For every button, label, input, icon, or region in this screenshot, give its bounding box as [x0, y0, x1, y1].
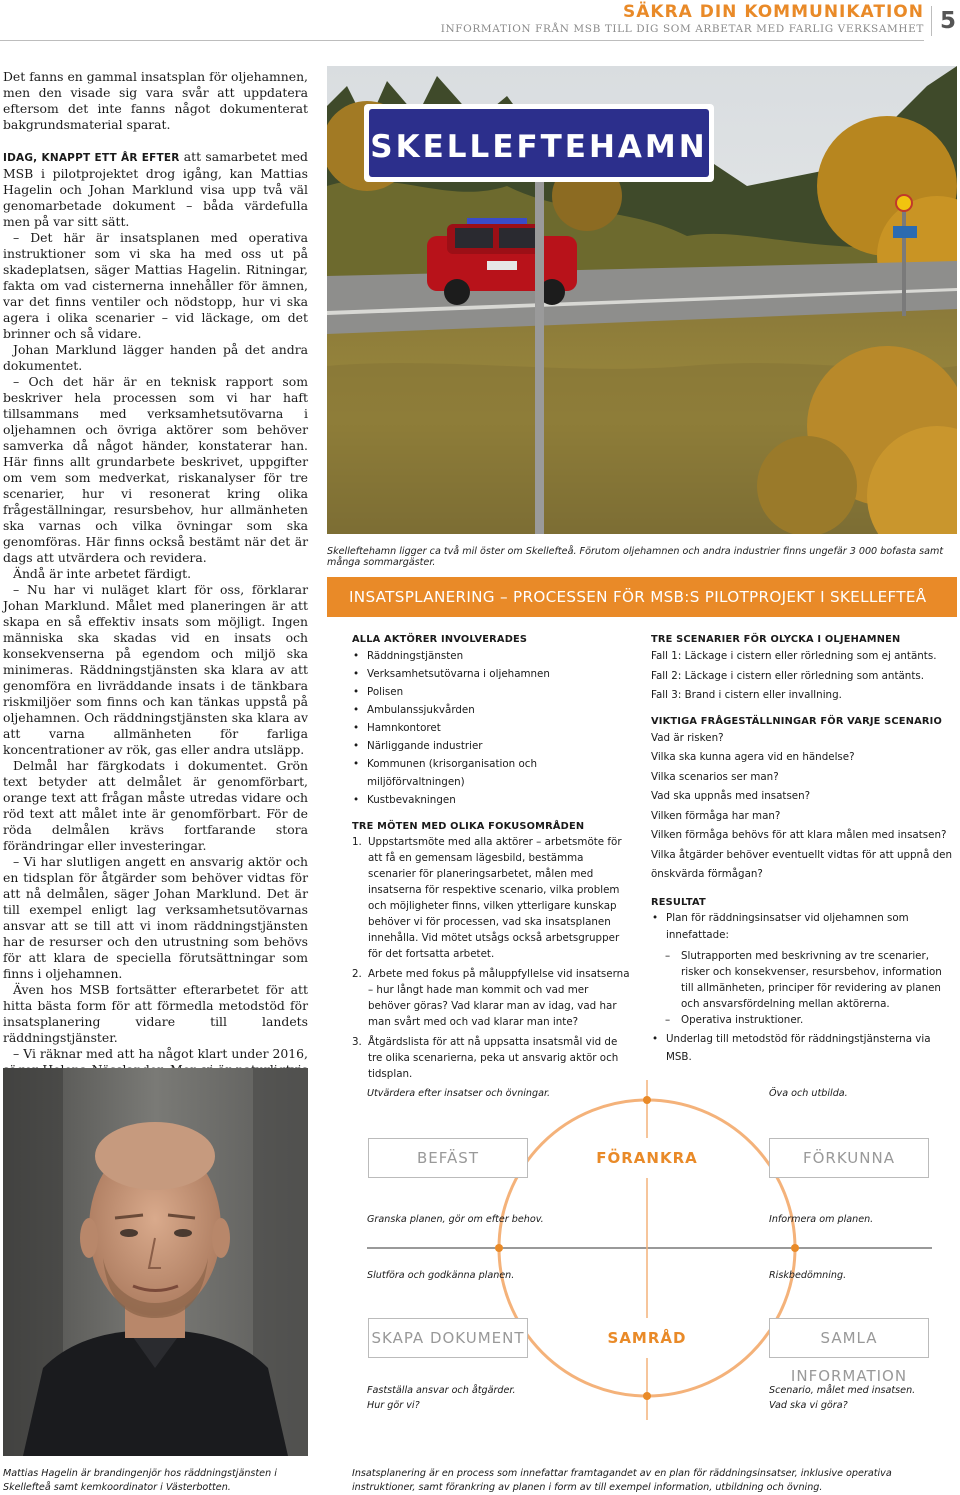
list-item: Vad ska uppnås med insatsen? — [651, 790, 811, 802]
list-item: 1. Uppstartsmöte med alla aktörer – arbetsmöte för att få en gemensam lägesbild, bestämma scenarier för planeringsarbetet, målen med insatserna för respektive scenario, vilka problem och möjligheter finns, vilken ytterligare kunskap behöver vi för processen, vad ska insatsplanen innehålla. Vid mötet utsågs också arbetsgrupper för det fortsatta arbetet. — [352, 834, 632, 962]
scenarios-list — [651, 647, 956, 706]
section-heading: ALLA AKTÖRER INVOLVERADES — [352, 634, 528, 645]
diagram-label: Riskbedömning. — [769, 1270, 847, 1281]
portrait-illustration — [3, 1068, 308, 1456]
factbox-title: INSATSPLANERING – PROCESSEN FÖR MSB:S PILOTPROJEKT I SKELLEFTEÅ — [327, 577, 957, 617]
sign-photo-illustration — [327, 66, 957, 534]
diagram-caption: Insatsplanering är en process som innefattar framtagandet av en plan för räddningsinsatser, inklusive operativa instruktioner, samt förankring av planen i form av till exempel information, utbildning och övning. — [352, 1468, 892, 1493]
diagram-label: Granska planen, gör om efter behov. — [367, 1214, 544, 1225]
running-header-title: SÄKRA DIN KOMMUNIKATION — [623, 2, 924, 22]
sign-text: SKELLEFTEHAMN — [370, 129, 708, 165]
box-forkunna: FÖRKUNNA — [769, 1138, 929, 1178]
lead-in: IDAG, KNAPPT ETT ÅR EFTER — [3, 152, 180, 164]
section-heading: RESULTAT — [651, 896, 706, 908]
list-item: – Operativa instruktioner. — [651, 1012, 956, 1028]
list-item: • Kommunen (krisorganisation och miljöförvaltningen) — [352, 755, 632, 791]
box-befast: BEFÄST — [368, 1138, 528, 1178]
list-item: Vilken förmåga har man? — [651, 809, 781, 822]
paragraph: Delmål har färgkodats i dokumentet. Grön text betyder att delmålet är genomförbart, orange text att frågan måste utredas vidare och röd text att målet inte är genomförbart. För de röda delmålen krävs fortfarande stora förändringar eller investeringar. — [3, 758, 308, 853]
paragraph: Johan Marklund lägger handen på det andra dokumentet. — [3, 342, 308, 373]
article-body — [3, 69, 308, 1126]
list-item: • Räddningstjänsten — [352, 647, 632, 665]
header-divider — [931, 6, 932, 36]
diagram-label: Öva och utbilda. — [769, 1088, 848, 1099]
section-heading: VIKTIGA FRÅGESTÄLLNINGAR FÖR VARJE SCENARIO — [651, 715, 943, 727]
list-item: • Hamnkontoret — [352, 719, 632, 737]
list-item: Fall 3: Brand i cistern eller invallning. — [651, 689, 842, 701]
list-item: – Slutrapporten med beskrivning av tre scenarier, risker och konsekvenser, resursbehov, information till allmänheten, principer för revidering av planen och ansvarsfördelning mellan aktörerna. — [651, 948, 956, 1012]
paragraph: Ändå är inte arbetet färdigt. — [13, 566, 192, 581]
photo-skelleftehamn-sign — [327, 66, 957, 534]
actors-list — [352, 647, 632, 809]
paragraph: – Och det här är en teknisk rapport som beskriver hela processen som vi har haft tillsammans med verksamhetsutövarna i oljehamnen och övriga aktörer som behöver samverka då något händer, konstaterar han. Här finns allt grundarbete beskrivet, uppgifter om vem som medverkat, riskanalyser för tre scenarier, hur vi resonerat kring olika frågeställningar, resursbehov, hur allmänheten ska varnas och vilka övningar som ska genomföras. Här finns också bestämt när det är dags att utvärdera och revidera. — [3, 374, 308, 565]
results-sublist — [651, 948, 956, 1028]
list-item: Vilka åtgärder behöver eventuellt vidtas för att uppnå den önskvärda förmågan? — [651, 848, 953, 880]
diagram-label: Utvärdera efter insatser och övningar. — [367, 1088, 551, 1099]
paragraph: IDAG, KNAPPT ETT ÅR EFTER att samarbetet med MSB i pilotprojektet drog igång, kan Mattias Hagelin och Johan Marklund visa upp två väl genomarbetade dokument – båda värdefulla men på var sitt sätt. — [3, 149, 308, 229]
paragraph: – Vi har slutligen angett en ansvarig aktör och en tidsplan för åtgärder som behöver vidtas för att nå delmålen, säger Johan Marklund. Det är till exempel enligt lag verksamhetsutövarnas ansvar att se till att vi inom räddningstjänsten har de resurser och den utrustning som behövs för att klara de speciella förutsättningar som finns i oljehamnen. — [3, 854, 308, 981]
list-item: • Ambulanssjukvården — [352, 701, 632, 719]
paragraph: Även hos MSB fortsätter efterarbetet för att hitta bästa form för att förmedla metodstöd för insatsplanering vidare till landets räddningstjänster. — [3, 982, 308, 1045]
list-item: Fall 1: Läckage i cistern eller rörledning som ej antänts. — [651, 650, 937, 662]
diagram-label: Fastställa ansvar och åtgärder. Hur gör vi? — [367, 1385, 516, 1411]
box-skapa-dokument: SKAPA DOKUMENT — [368, 1318, 528, 1358]
list-item: • Verksamhetsutövarna i oljehamnen — [352, 665, 632, 683]
paragraph: – Det här är insatsplanen med operativa instruktioner som vi ska ha med oss ut på skadeplatsen, säger Mattias Hagelin. Ritningar, fakta om vad cisternerna innehåller för ämnen, var det finns ventiler och nödstopp, hur vi ska agera i olika scenarier – vid läckage, om det brinner och så vidare. — [3, 230, 308, 341]
portrait-caption: Mattias Hagelin är brandingenjör hos räddningstjänsten i Skellefteå samt kemkoordinator i Västerbotten. — [3, 1468, 277, 1493]
page-number: 5 — [939, 8, 956, 34]
paragraph: – Vi räknar med att ha något klart under 2016, — [13, 1046, 308, 1061]
box-forankra: FÖRANKRA — [567, 1138, 727, 1178]
list-item: 3. Åtgärdslista för att nå uppsatta insatsmål vid de tre olika scenarierna, peka ut ansvarig aktör och tidsplan. — [352, 1034, 632, 1082]
paragraph: – Nu har vi nuläget klart för oss, förklarar Johan Marklund. Målet med planeringen är att skapa en så effektiv insats som möjligt. Ingen människa ska skadas vid en insats och konsekvenserna på egendom och miljö ska minimeras. Räddningstjänsten ska klara av att genomföra en livräddande insats i de tänkbara riskmiljöer som finns och kan tänkas uppstå på oljehamnen. Och räddningstjänsten ska klara av att varna allmänheten för farliga koncentrationer av rök, gas eller andra utsläpp. — [3, 582, 308, 757]
box-samla-information: SAMLA INFORMATION — [769, 1318, 929, 1358]
diagram-label: Informera om planen. — [769, 1214, 874, 1225]
factbox-left-column — [352, 632, 632, 1086]
diagram-label: Scenario, målet med insatsen. Vad ska vi göra? — [769, 1385, 916, 1411]
section-heading: TRE SCENARIER FÖR OLYCKA I OLJEHAMNEN — [651, 634, 901, 645]
list-item: • Kustbevakningen — [352, 791, 632, 809]
list-item: Vilka ska kunna agera vid en händelse? — [651, 751, 855, 763]
list-item: Vilka scenarios ser man? — [651, 770, 779, 783]
results-list — [651, 910, 956, 944]
factbox-right-column — [651, 632, 956, 1066]
list-item: Vilken förmåga behövs för att klara målen med insatsen? — [651, 829, 947, 841]
diagram-label: Slutföra och godkänna planen. — [367, 1270, 515, 1281]
process-diagram — [327, 1070, 957, 1440]
section-heading: TRE MÖTEN MED OLIKA FOKUSOMRÅDEN — [352, 821, 585, 832]
list-item: Fall 2: Läckage i cistern eller rörledning som antänts. — [651, 669, 925, 682]
list-item: Vad är risken? — [651, 731, 724, 744]
results-list — [651, 1030, 956, 1066]
portrait-photo — [3, 1068, 308, 1456]
list-item: • Närliggande industrier — [352, 737, 632, 755]
list-item: 2. Arbete med fokus på måluppfyllelse vid insatserna – hur långt hade man kommit och vad mer behöver göras? Vad klarar man av idag, vad har man svårt med och vad klarar man inte? — [352, 966, 632, 1030]
list-item: • Polisen — [352, 683, 632, 701]
paragraph: Det fanns en gammal insatsplan för oljehamnen, men den visade sig vara svår att uppdatera eftersom det inte fanns något dokumenterat bakgrundsmaterial sparat. — [3, 69, 308, 132]
list-item: • Plan för räddningsinsatser vid oljehamnen som innefattade: — [651, 910, 956, 944]
running-header-subtitle: INFORMATION FRÅN MSB TILL DIG SOM ARBETAR MED FARLIG VERKSAMHET — [440, 23, 924, 35]
questions-list — [651, 729, 956, 885]
box-samrad: SAMRÅD — [567, 1318, 727, 1358]
header-rule — [0, 40, 924, 41]
photo-caption: Skelleftehamn ligger ca två mil öster om Skellefteå. Förutom oljehamnen och andra industrier finns ungefär 3 000 bofasta samt många sommargäster. — [327, 546, 944, 568]
meetings-list — [352, 834, 632, 1082]
list-item: • Underlag till metodstöd för räddningstjänsterna via MSB. — [651, 1030, 956, 1066]
